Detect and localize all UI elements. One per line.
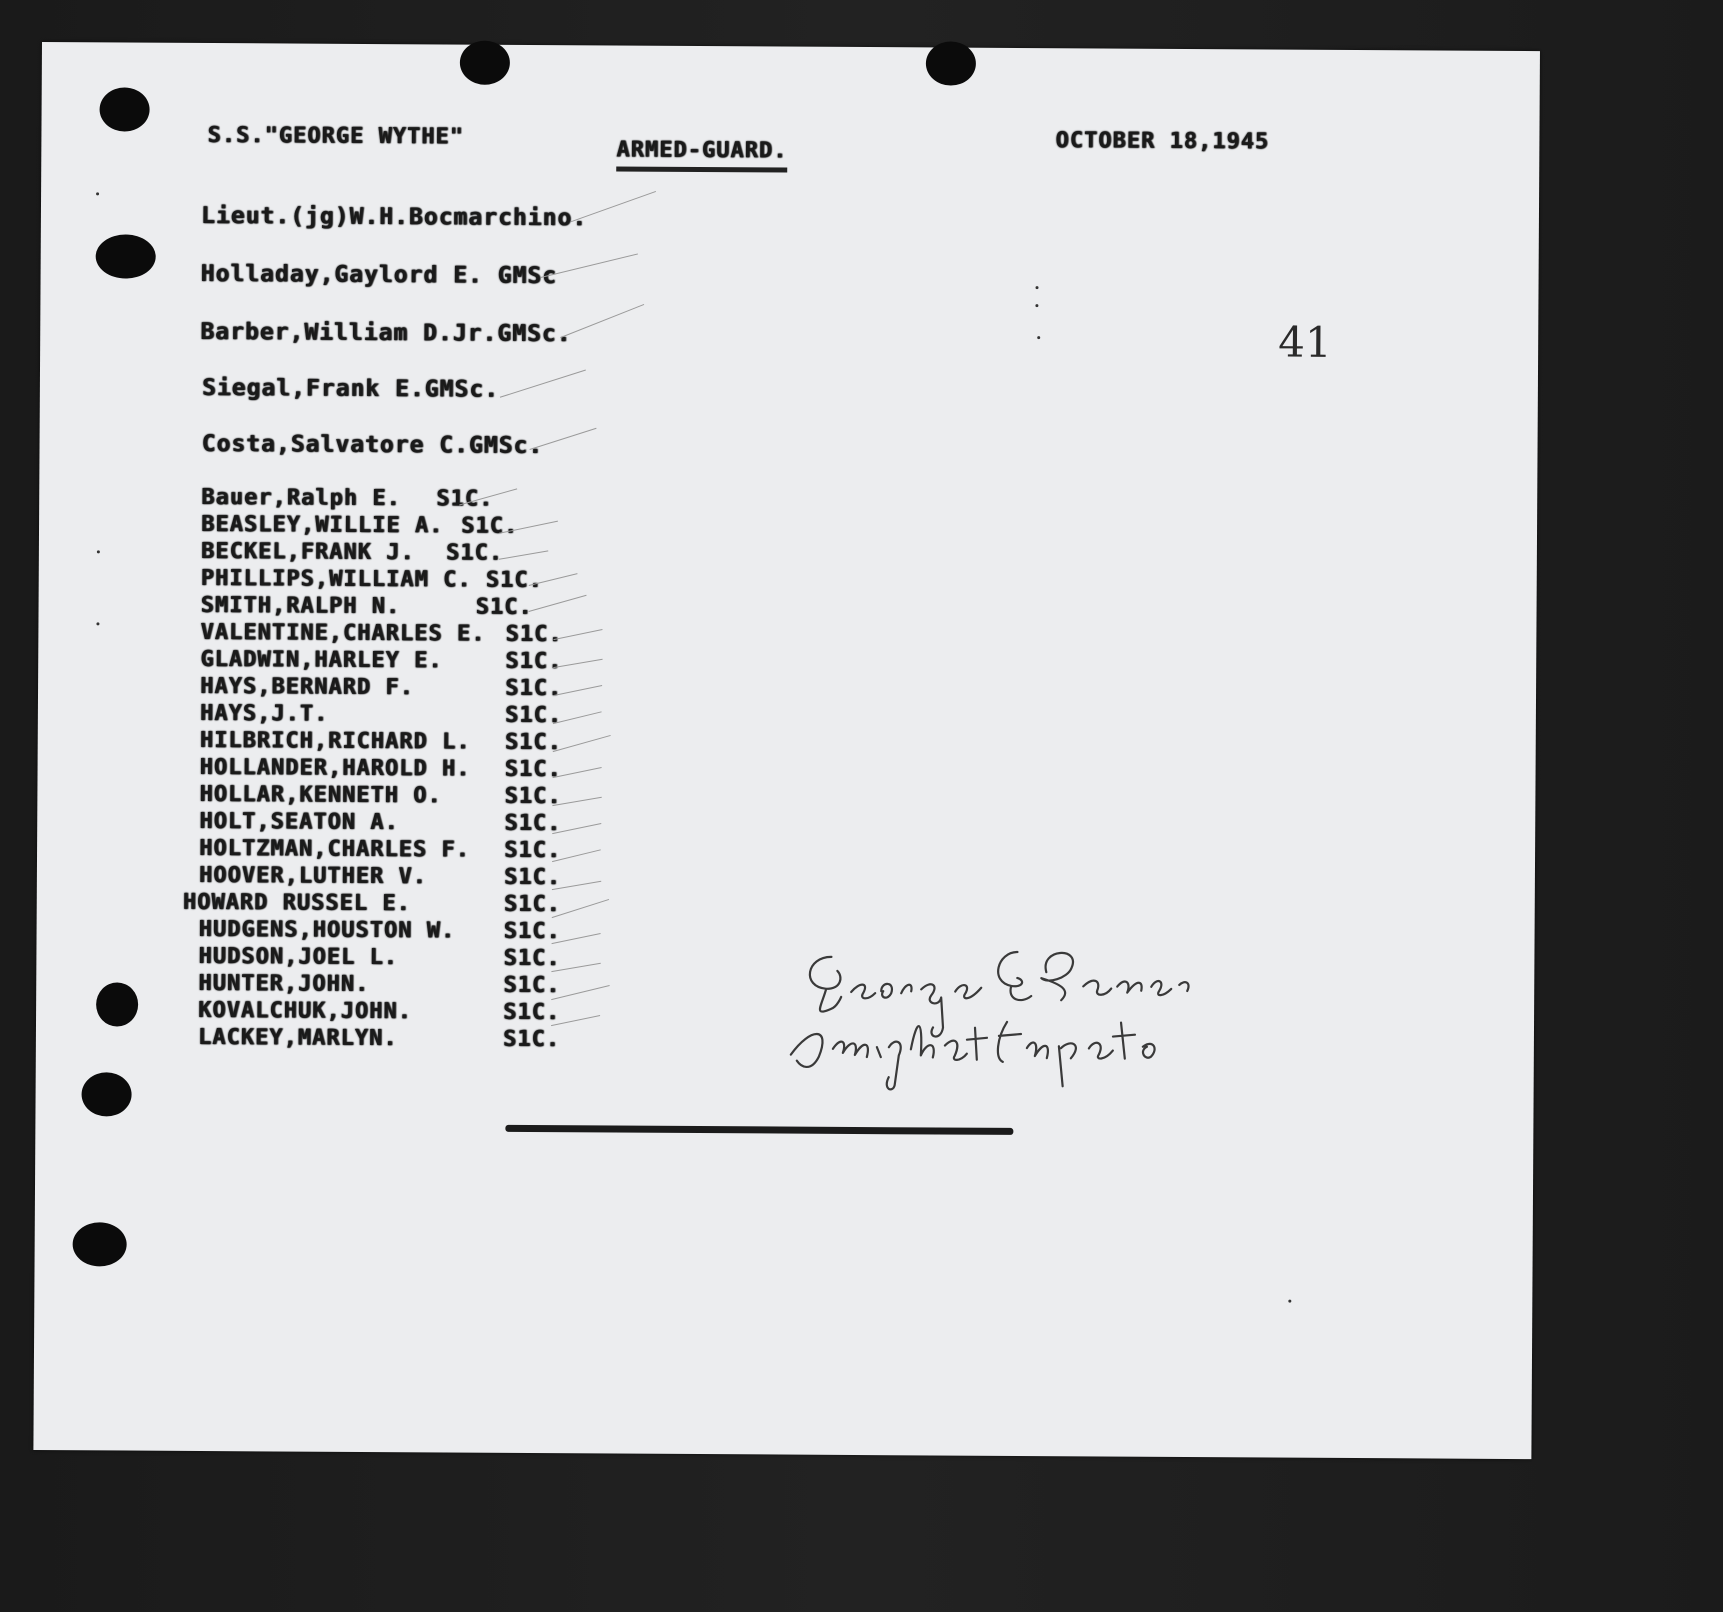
- punch-hole: [96, 982, 138, 1026]
- crew-rate: S1C.: [503, 972, 561, 999]
- crew-rate: S1C.: [502, 1026, 560, 1053]
- crew-rate: S1C.: [504, 702, 562, 729]
- crew-rate: S1C.: [503, 864, 561, 891]
- crew-rate: S1C.: [504, 729, 562, 756]
- crew-rate: S1C.: [485, 567, 543, 594]
- crew-name: HUDSON,JOEL L.: [198, 943, 398, 971]
- crew-name: LACKEY,MARLYN.: [197, 1024, 398, 1052]
- officer-entry: Costa,Salvatore C.GMSc.: [201, 430, 544, 460]
- crew-name: PHILLIPS,WILLIAM C.: [200, 565, 472, 593]
- crew-rate: S1C.: [436, 486, 494, 512]
- pencil-check-marks: [42, 42, 1540, 51]
- crew-name: BEASLEY,WILLIE A.: [200, 511, 444, 539]
- crew-name: HUDGENS,HOUSTON W.: [198, 916, 456, 944]
- crew-rate: S1C.: [503, 918, 561, 945]
- crew-name: Bauer,Ralph E.: [201, 484, 401, 512]
- crew-name: HILBRICH,RICHARD L.: [199, 727, 471, 755]
- crew-rate: S1C.: [505, 621, 563, 648]
- crew-rate: S1C.: [475, 594, 533, 621]
- crew-rate: S1C.: [460, 513, 519, 539]
- punch-hole: [96, 234, 156, 278]
- punch-hole: [926, 41, 976, 85]
- crew-rate: S1C.: [503, 945, 561, 972]
- crew-rate: S1C.: [505, 648, 563, 675]
- crew-name: KOVALCHUK,JOHN.: [198, 997, 412, 1025]
- document-date: OCTOBER 18,1945: [1055, 128, 1270, 155]
- crew-name: HOLTZMAN,CHARLES F.: [199, 835, 470, 863]
- manifest-page: [33, 42, 1540, 1459]
- crew-name: HOLLAR,KENNETH O.: [199, 781, 442, 809]
- crew-rate: S1C.: [504, 783, 562, 810]
- crew-rate: S1C.: [504, 810, 562, 837]
- crew-rate: S1C.: [504, 756, 562, 783]
- scan-specks: [42, 42, 1540, 51]
- crew-name: HOWARD RUSSEL E.: [182, 889, 411, 917]
- crew-name: BECKEL,FRANK J.: [200, 538, 415, 566]
- officer-entry: Lieut.(jg)W.H.Bocmarchino.: [200, 202, 588, 232]
- crew-name: HOLLANDER,HAROLD H.: [199, 754, 471, 782]
- officer-entry: Holladay,Gaylord E. GMSc: [200, 260, 558, 290]
- crew-name: HOLT,SEATON A.: [199, 808, 399, 836]
- section-title: ARMED-GUARD.: [616, 138, 787, 173]
- crew-name: HOOVER,LUTHER V.: [198, 862, 427, 890]
- inspector-signature: [771, 936, 1292, 1099]
- crew-name: HAYS,BERNARD F.: [199, 673, 414, 701]
- crew-rate: S1C.: [445, 540, 503, 566]
- punch-hole: [81, 1072, 131, 1116]
- punch-hole: [73, 1222, 127, 1266]
- folio-number: 41: [1278, 317, 1332, 367]
- crew-name: VALENTINE,CHARLES E.: [200, 619, 486, 647]
- punch-hole: [460, 41, 510, 85]
- crew-name: HAYS,J.T.: [199, 700, 329, 727]
- crew-rate: S1C.: [504, 675, 563, 702]
- officer-entry: Barber,William D.Jr.GMSc.: [200, 318, 572, 348]
- punch-hole: [99, 87, 149, 131]
- crew-name: SMITH,RALPH N.: [200, 592, 401, 620]
- closing-rule: [505, 1125, 1013, 1135]
- crew-name: GLADWIN,HARLEY E.: [200, 646, 443, 674]
- ship-name: S.S."GEORGE WYTHE": [207, 123, 464, 150]
- crew-rate: S1C.: [503, 999, 561, 1026]
- crew-name: HUNTER,JOHN.: [198, 970, 370, 998]
- crew-rate: S1C.: [503, 837, 562, 864]
- crew-rate: S1C.: [503, 891, 561, 918]
- officer-entry: Siegal,Frank E.GMSc.: [201, 374, 499, 403]
